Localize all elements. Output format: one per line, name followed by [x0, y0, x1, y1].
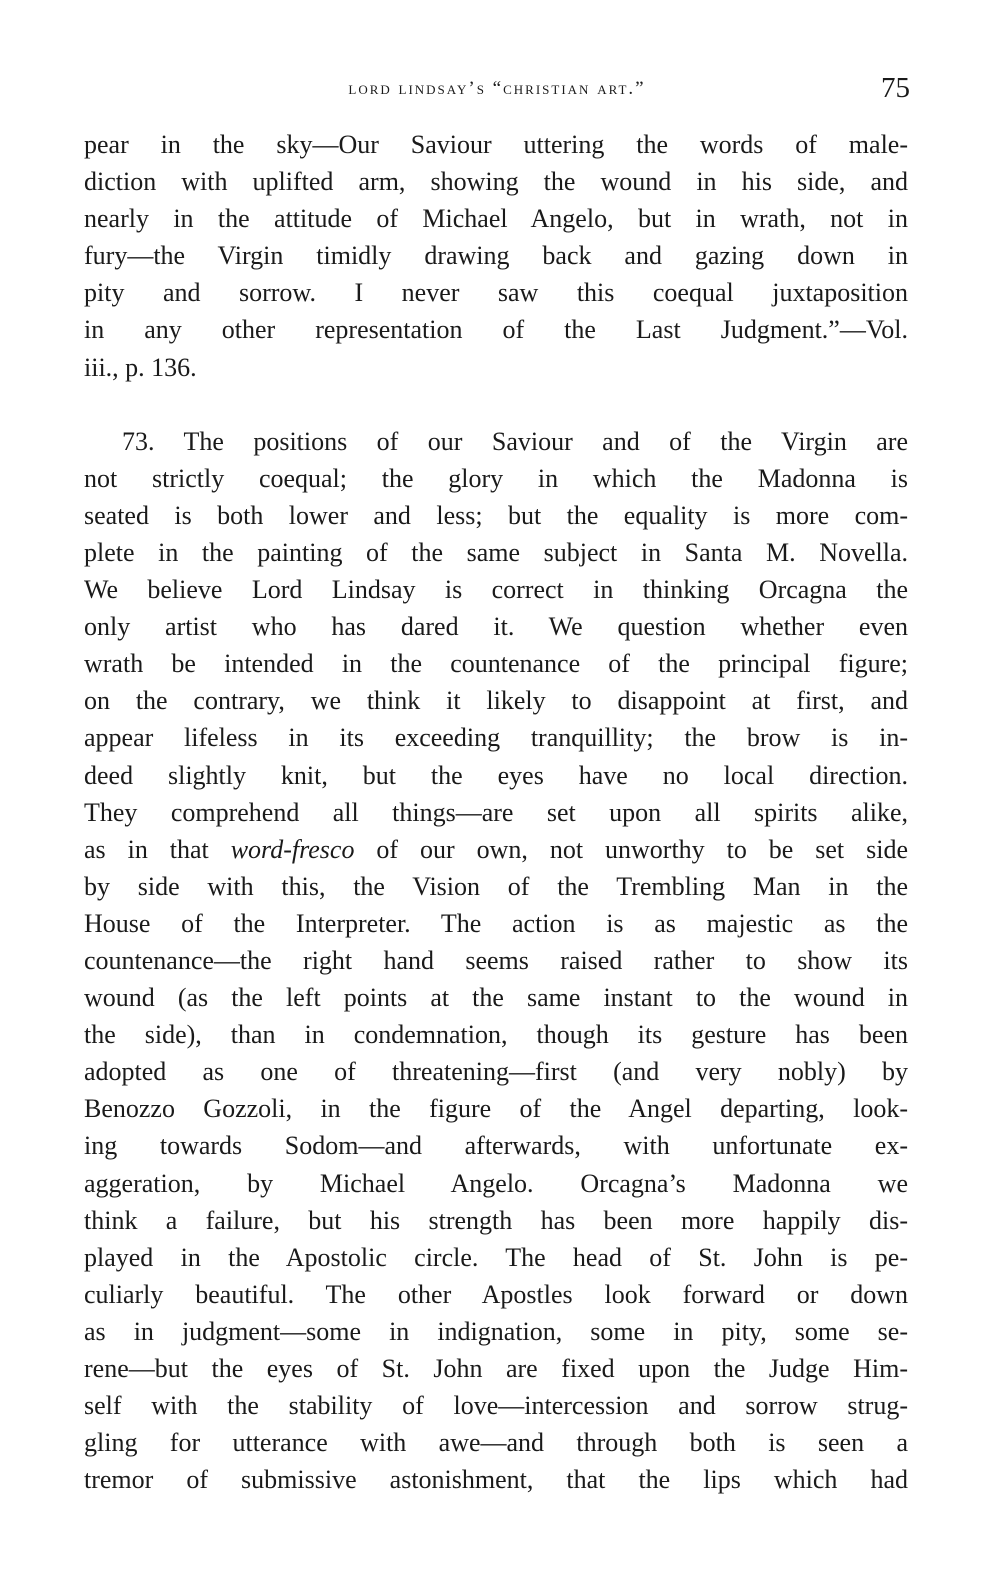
text-line: adopted as one of threatening—first (and very nobly) by	[84, 1057, 908, 1087]
text-line: tremor of submissive astonishment, that the lips which had	[84, 1465, 908, 1495]
text-line: appear lifeless in its exceeding tranquillity; the brow is in-	[84, 723, 908, 753]
body-text	[84, 126, 908, 1498]
text-line: pity and sorrow. I never saw this coequal juxtaposition	[84, 278, 908, 308]
text-line: nearly in the attitude of Michael Angelo, but in wrath, not in	[84, 204, 908, 234]
text-line: countenance—the right hand seems raised rather to show its	[84, 945, 908, 975]
text-line: in any other representation of the Last Judgment.”—Vol.	[84, 315, 908, 345]
text-line: by side with this, the Vision of the Trembling Man in the	[84, 871, 908, 901]
text-line: We believe Lord Lindsay is correct in thinking Orcagna the	[84, 575, 908, 605]
text-line: They comprehend all things—are set upon all spirits alike,	[84, 797, 908, 827]
text-segment: as in that	[84, 834, 231, 864]
text-line: only artist who has dared it. We question whether even	[84, 612, 908, 642]
text-line: the side), than in condemnation, though its gesture has been	[84, 1020, 908, 1050]
text-line: on the contrary, we think it likely to disappoint at first, and	[84, 686, 908, 716]
text-line: pear in the sky—Our Saviour uttering the words of male-	[84, 130, 908, 159]
text-line: deed slightly knit, but the eyes have no local direction.	[84, 760, 908, 790]
text-line: diction with uplifted arm, showing the wound in his side, and	[84, 167, 908, 197]
text-line: seated is both lower and less; but the equality is more com-	[84, 500, 908, 530]
text-line: fury—the Virgin timidly drawing back and gazing down in	[84, 241, 908, 271]
text-line: as in judgment—some in indignation, some in pity, some se-	[84, 1316, 908, 1346]
text-line: plete in the painting of the same subject in Santa M. Novella.	[84, 537, 908, 567]
text-line: wrath be intended in the countenance of the principal figure;	[84, 649, 908, 679]
text-segment: of our own, not unworthy to be set side	[354, 834, 908, 864]
text-line: wound (as the left points at the same instant to the wound in	[84, 983, 908, 1013]
paragraph-73	[84, 423, 908, 1499]
text-line: House of the Interpreter. The action is as majestic as the	[84, 908, 908, 938]
text-line: culiarly beautiful. The other Apostles look forward or down	[84, 1279, 908, 1309]
text-line: Benozzo Gozzoli, in the figure of the Angel departing, look-	[84, 1094, 908, 1124]
running-head	[84, 72, 910, 112]
paragraph-opening-line: 73. The positions of our Saviour and of the Virgin are	[122, 426, 908, 456]
italic-term: word-fresco	[230, 834, 355, 864]
text-line: gling for utterance with awe—and through both is seen a	[84, 1428, 908, 1458]
text-line: iii., p. 136.	[84, 352, 197, 382]
paragraph-gap	[84, 386, 908, 423]
text-line: self with the stability of love—intercession and sorrow strug-	[84, 1391, 908, 1421]
text-line: ing towards Sodom—and afterwards, with unfortunate ex-	[84, 1131, 908, 1161]
text-line: not strictly coequal; the glory in which the Madonna is	[84, 463, 908, 493]
text-line-with-italic	[84, 831, 908, 868]
text-line: aggeration, by Michael Angelo. Orcagna’s Madonna we	[84, 1168, 908, 1198]
running-title: lord lindsay’s “christian art.”	[348, 78, 646, 99]
quotation-block	[84, 126, 908, 386]
text-line: rene—but the eyes of St. John are fixed upon the Judge Him-	[84, 1354, 908, 1383]
page-number: 75	[881, 72, 910, 104]
text-line: think a failure, but his strength has been more happily dis-	[84, 1205, 908, 1235]
text-line: played in the Apostolic circle. The head of St. John is pe-	[84, 1242, 908, 1272]
